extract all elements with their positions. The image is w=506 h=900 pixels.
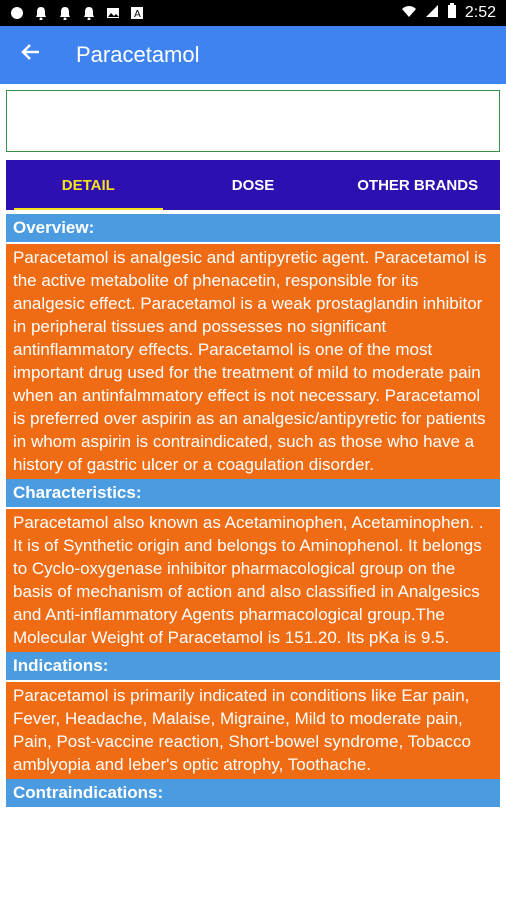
section-title-contraindications: Contraindications: — [6, 779, 500, 809]
detail-content[interactable] — [6, 214, 500, 900]
section-body-indications: Paracetamol is primarily indicated in conditions like Ear pain, Fever, Headache, Malaise, Migraine, Mild to moderate pain, Pain, Post-vaccine reaction, Short-bowel syndrome, Tobacco amblyopia and leber's optic atrophy, Toothache. — [6, 682, 500, 779]
a-icon — [130, 6, 144, 20]
section-title-characteristics: Characteristics: — [6, 479, 500, 509]
battery-icon — [447, 3, 457, 24]
signal-icon — [425, 4, 439, 23]
back-button[interactable] — [0, 26, 60, 84]
notification-icon — [58, 6, 72, 20]
tab-other-brands[interactable]: OTHER BRANDS — [357, 176, 479, 194]
page-title: Paracetamol — [76, 42, 200, 67]
arrow-left-icon — [19, 41, 41, 70]
status-bar — [0, 0, 506, 26]
app-bar — [0, 26, 506, 84]
section-body-overview: Paracetamol is analgesic and antipyretic agent. Paracetamol is the active metabolite of phenacetin, responsible for its analgesic effect. Paracetamol is a weak prostaglandin inhibitor in peripheral tissues and possesses no significant antinflammatory effects. Paracetamol is one of the most important drug used for the treatment of mild to moderate pain when an antinfalmmatory effect is not necessary. Paracetamol is preferred over aspirin as an analgesic/antipyretic for patients in whom aspirin is contraindicated, such as those who have a history of gastric ulcer or a coagulation disorder. — [6, 244, 500, 479]
wifi-icon — [401, 4, 417, 23]
image-icon — [106, 6, 120, 20]
circle-icon — [10, 6, 24, 20]
clock: 2:52 — [464, 4, 496, 21]
status-right — [401, 3, 506, 24]
tab-bar — [6, 160, 500, 210]
section-title-overview: Overview: — [6, 214, 500, 244]
tab-dose[interactable]: DOSE — [231, 176, 275, 194]
status-left — [0, 6, 144, 20]
search-field[interactable] — [6, 90, 500, 152]
notification-icon — [82, 6, 96, 20]
svg-text:A: A — [134, 9, 141, 20]
tab-detail[interactable]: DETAIL — [6, 160, 171, 210]
section-title-indications: Indications: — [6, 652, 500, 682]
section-body-characteristics: Paracetamol also known as Acetaminophen, Acetaminophen. . It is of Synthetic origin and belongs to Aminophenol. It belongs to Cyclo-oxygenase inhibitor pharmacological group on the basis of mechanism of action and also classified in Analgesics and Anti-inflammatory Agents pharmacological group.The Molecular Weight of Paracetamol is 151.20. Its pKa is 9.5. — [6, 509, 500, 652]
notification-icon — [34, 6, 48, 20]
